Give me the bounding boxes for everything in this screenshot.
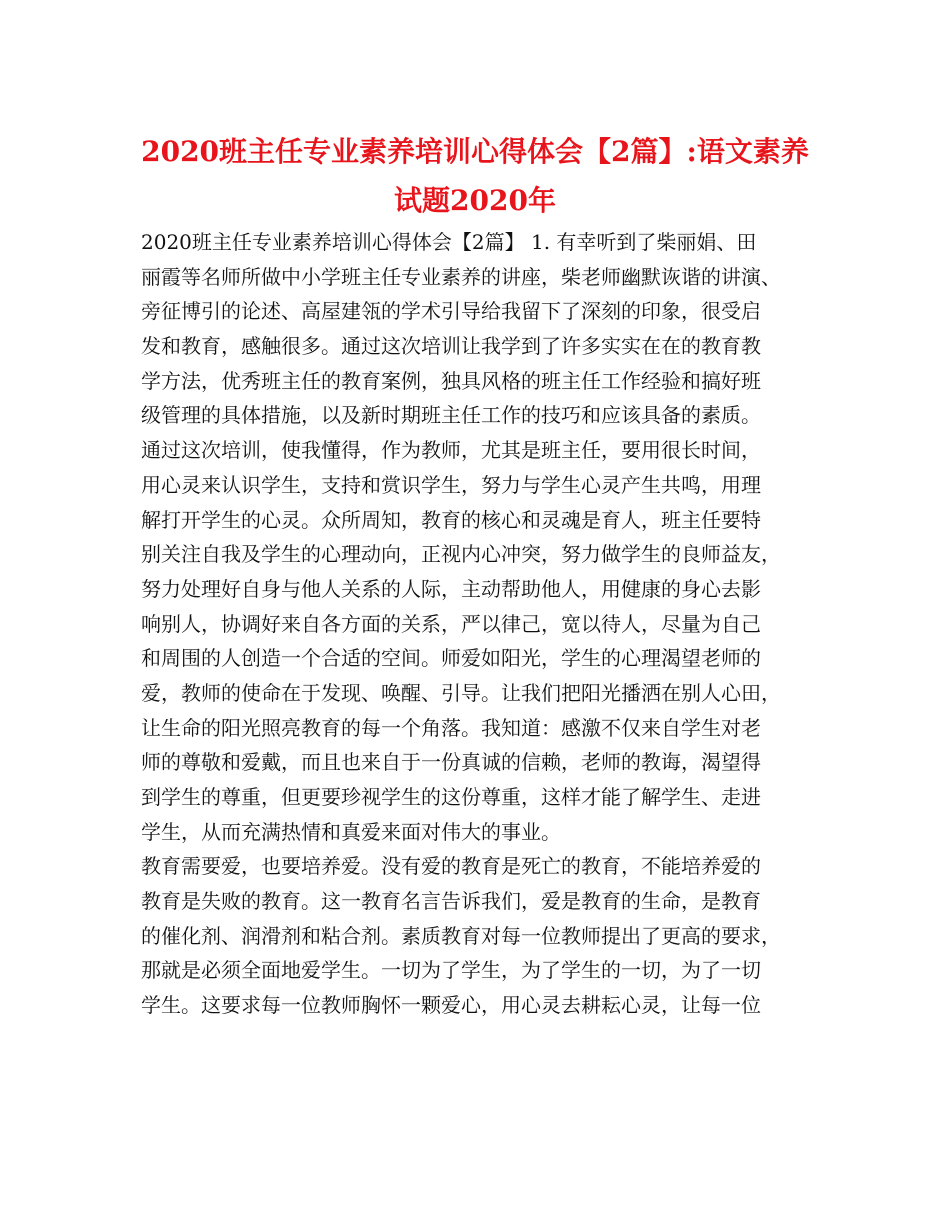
body-line: 让生命的阳光照亮教育的每一个角落。我知道：感激不仅来自学生对老 <box>141 715 761 740</box>
body-line: 2020班主任专业素养培训心得体会【2篇】 1. 有幸听到了柴丽娟、田 <box>141 230 757 254</box>
body-line: 别关注自我及学生的心理动向，正视内心冲突，努力做学生的良师益友， <box>141 542 781 567</box>
body-line: 发和教育，感触很多。通过这次培训让我学到了许多实实在在的教育教 <box>141 334 761 359</box>
body-line: 通过这次培训，使我懂得，作为教师，尤其是班主任，要用很长时间， <box>141 438 761 463</box>
body-line: 用心灵来认识学生，支持和赏识学生，努力与学生心灵产生共鸣，用理 <box>141 472 761 497</box>
body-line: 到学生的尊重，但更要珍视学生的这份尊重，这样才能了解学生、走进 <box>141 785 761 809</box>
body-line: 学生。这要求每一位教师胸怀一颗爱心，用心灵去耕耘心灵，让每一位 <box>141 993 761 1018</box>
body-line: 和周围的人创造一个合适的空间。师爱如阳光，学生的心理渴望老师的 <box>141 646 761 671</box>
body-line: 学方法，优秀班主任的教育案例，独具风格的班主任工作经验和搞好班 <box>141 368 761 393</box>
document-title <box>120 127 830 225</box>
body-line: 爱，教师的使命在于发现、唤醒、引导。让我们把阳光播洒在别人心田， <box>141 680 781 705</box>
body-line: 响别人，协调好来自各方面的关系，严以律己，宽以待人，尽量为自己 <box>141 611 761 636</box>
body-line: 旁征博引的论述、高屋建瓴的学术引导给我留下了深刻的印象，很受启 <box>141 299 761 324</box>
body-line: 努力处理好自身与他人关系的人际，主动帮助他人，用健康的身心去影 <box>141 576 761 601</box>
body-line: 师的尊敬和爱戴，而且也来自于一份真诚的信赖，老师的教诲，渴望得 <box>141 750 761 775</box>
title-line: 2020班主任专业素养培训心得体会【2篇】:语文素养 <box>141 135 809 168</box>
body-line: 的催化剂、润滑剂和粘合剂。素质教育对每一位教师提出了更高的要求， <box>141 923 781 948</box>
body-line: 那就是必须全面地爱学生。一切为了学生，为了学生的一切，为了一切 <box>141 958 761 983</box>
body-line: 教育需要爱，也要培养爱。没有爱的教育是死亡的教育，不能培养爱的 <box>141 854 761 879</box>
body-line: 学生，从而充满热情和真爱来面对伟大的事业。 <box>141 819 561 844</box>
body-line: 解打开学生的心灵。众所周知，教育的核心和灵魂是育人，班主任要特 <box>141 507 761 532</box>
document-body <box>141 225 831 1023</box>
body-line: 教育是失败的教育。这一教育名言告诉我们，爱是教育的生命，是教育 <box>141 889 761 914</box>
body-line: 丽霞等名师所做中小学班主任专业素养的讲座，柴老师幽默诙谐的讲演、 <box>141 264 781 289</box>
body-line: 级管理的具体措施，以及新时期班主任工作的技巧和应该具备的素质。 <box>141 403 761 428</box>
title-line: 试题2020年 <box>394 184 556 217</box>
